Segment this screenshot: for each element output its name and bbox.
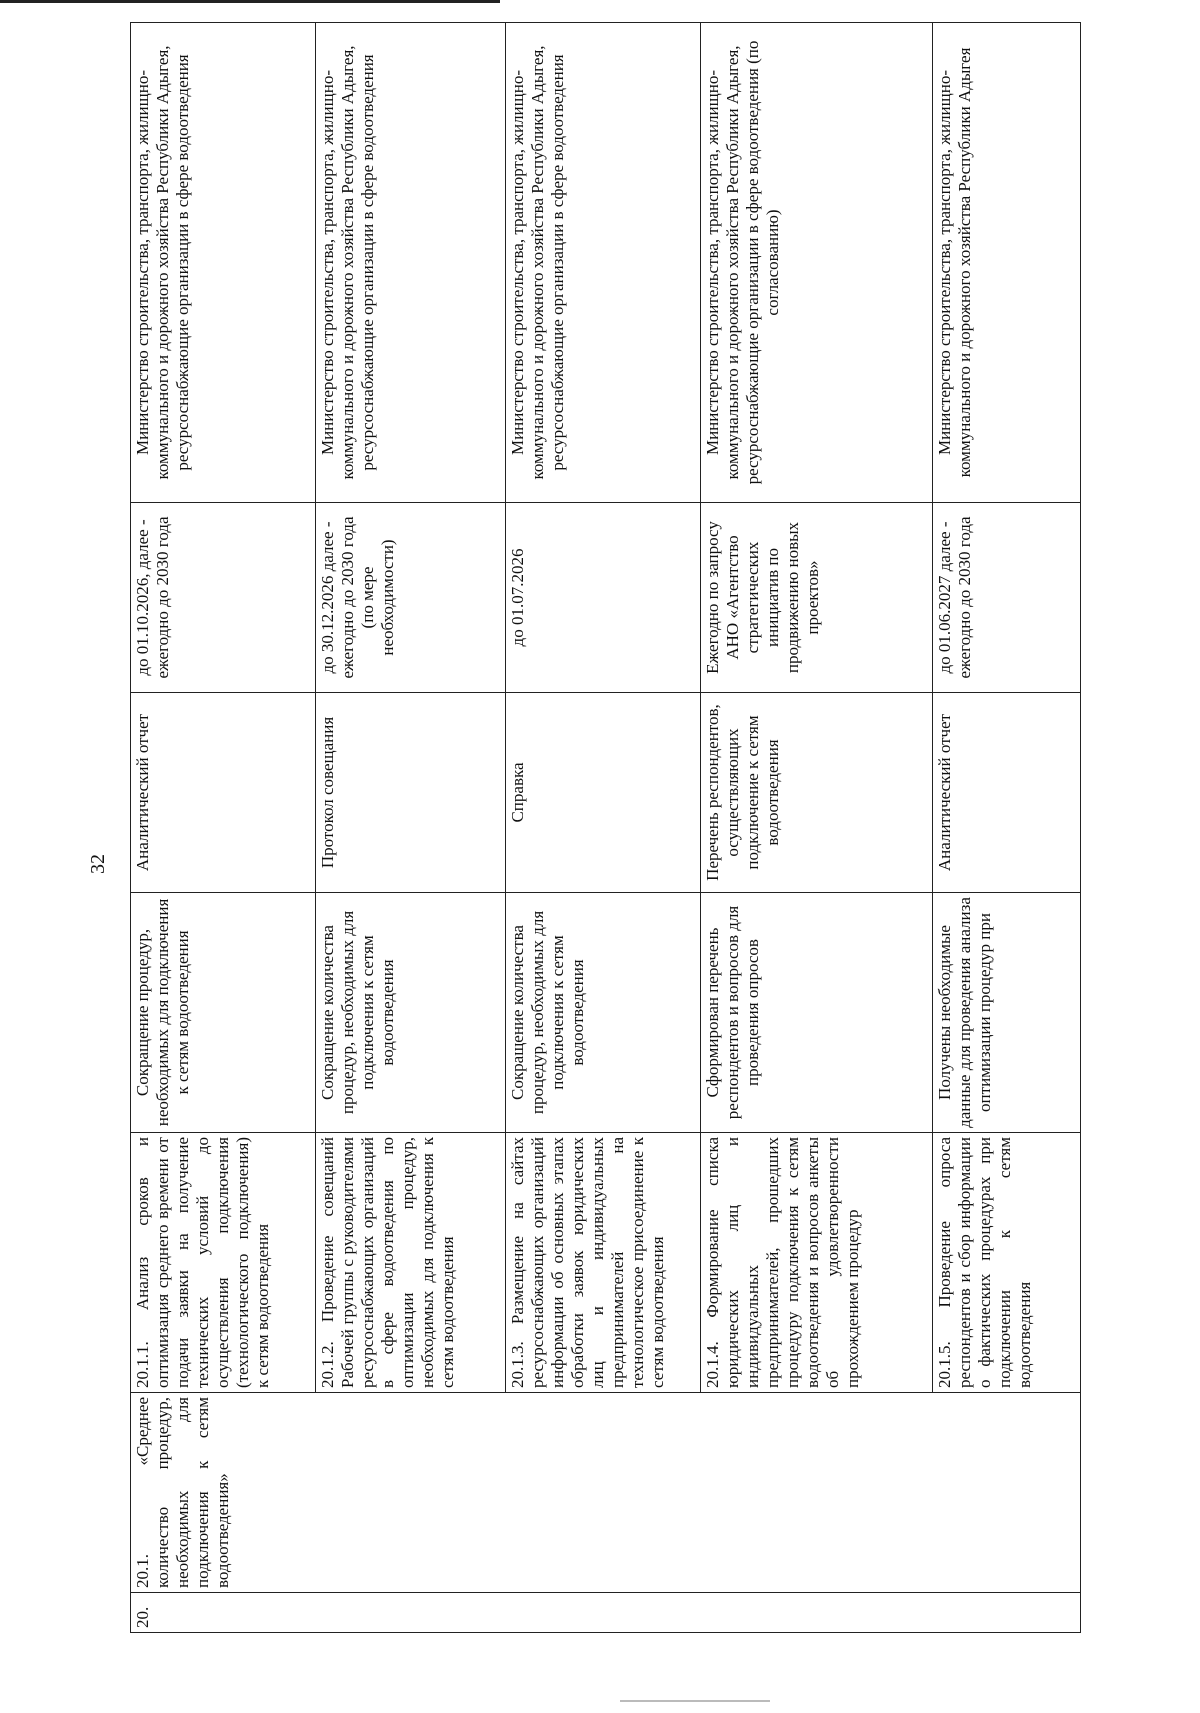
responsible-cell: Министерство строительства, транспорта, жилищно-коммунального и дорожного хозяйства Республики Адыгея [933,23,1081,503]
table-row [506,23,701,1633]
deadline-cell: до 01.10.2026, далее - ежегодно до 2030 года [131,503,316,693]
responsible-cell: Министерство строительства, транспорта, жилищно-коммунального и дорожного хозяйства Республики Адыгея, ресурсоснабжающие организации в сфере водоотведения (по согласованию) [701,23,933,503]
result-cell: Сокращение количества процедур, необходимых для подключения к сетям водоотведения [506,893,701,1133]
result-cell: Сформирован перечень респондентов и вопросов для проведения опросов [701,893,933,1133]
deadline-cell: до 01.06.2027 далее - ежегодно до 2030 года [933,503,1081,693]
top-border-line [0,0,500,3]
result-cell: Сокращение процедур, необходимых для подключения к сетям водоотведения [131,893,316,1133]
bottom-mark-line [620,1700,770,1702]
group-indicator-cell: 20.1. «Среднее количество процедур, необходимых для подключения к сетям водоотведения» [131,1393,1081,1593]
event-cell: 20.1.3. Размещение на сайтах ресурсоснабжающих организаций информации об основных этапах обработки заявок юридических лиц и индивидуальных предпринимателей на технологическое присоединение к сетям водоотведения [506,1133,701,1393]
deadline-cell: до 30.12.2026 далее - ежегодно до 2030 года (по мере необходимости) [316,503,506,693]
document-cell: Справка [506,693,701,893]
table-row [131,23,316,1633]
event-cell: 20.1.2. Проведение совещаний Рабочей группы с руководителями ресурсоснабжающих организаций в сфере водоотведения по оптимизации процедур, необходимых для подключения к сетям водоотведения [316,1133,506,1393]
result-cell: Сокращение количества процедур, необходимых для подключения к сетям водоотведения [316,893,506,1133]
group-number-cell: 20. [131,1593,1081,1633]
document-cell: Аналитический отчет [933,693,1081,893]
table-row [316,23,506,1633]
table-row [701,23,933,1633]
responsible-cell: Министерство строительства, транспорта, жилищно-коммунального и дорожного хозяйства Республики Адыгея, ресурсоснабжающие организации в сфере водоотведения [131,23,316,503]
plan-table [130,22,1081,1633]
table-row [933,23,1081,1633]
event-cell: 20.1.5. Проведение опроса респондентов и сбор информации о фактических процедурах при подключении к сетям водоотведения [933,1133,1081,1393]
rotated-table-container [130,23,1080,1633]
document-cell: Аналитический отчет [131,693,316,893]
event-cell: 20.1.1. Анализ сроков и оптимизация среднего времени от подачи заявки на получение технических условий до осуществления подключения (технологического подключения) к сетям водоотведения [131,1133,316,1393]
responsible-cell: Министерство строительства, транспорта, жилищно-коммунального и дорожного хозяйства Республики Адыгея, ресурсоснабжающие организации в сфере водоотведения [506,23,701,503]
document-cell: Протокол совещания [316,693,506,893]
result-cell: Получены необходимые данные для проведения анализа оптимизации процедур при [933,893,1081,1133]
deadline-cell: Ежегодно по запросу АНО «Агентство стратегических инициатив по продвижению новых проектов» [701,503,933,693]
event-cell: 20.1.4. Формирование списка юридических лиц и индивидуальных предпринимателей, прошедших процедуру подключения к сетям водоотведения и вопросов анкеты об удовлетворенности прохождением процедур [701,1133,933,1393]
document-cell: Перечень респондентов, осуществляющих подключение к сетям водоотведения [701,693,933,893]
deadline-cell: до 01.07.2026 [506,503,701,693]
page-number: 32 [87,854,109,874]
responsible-cell: Министерство строительства, транспорта, жилищно-коммунального и дорожного хозяйства Республики Адыгея, ресурсоснабжающие организации в сфере водоотведения [316,23,506,503]
